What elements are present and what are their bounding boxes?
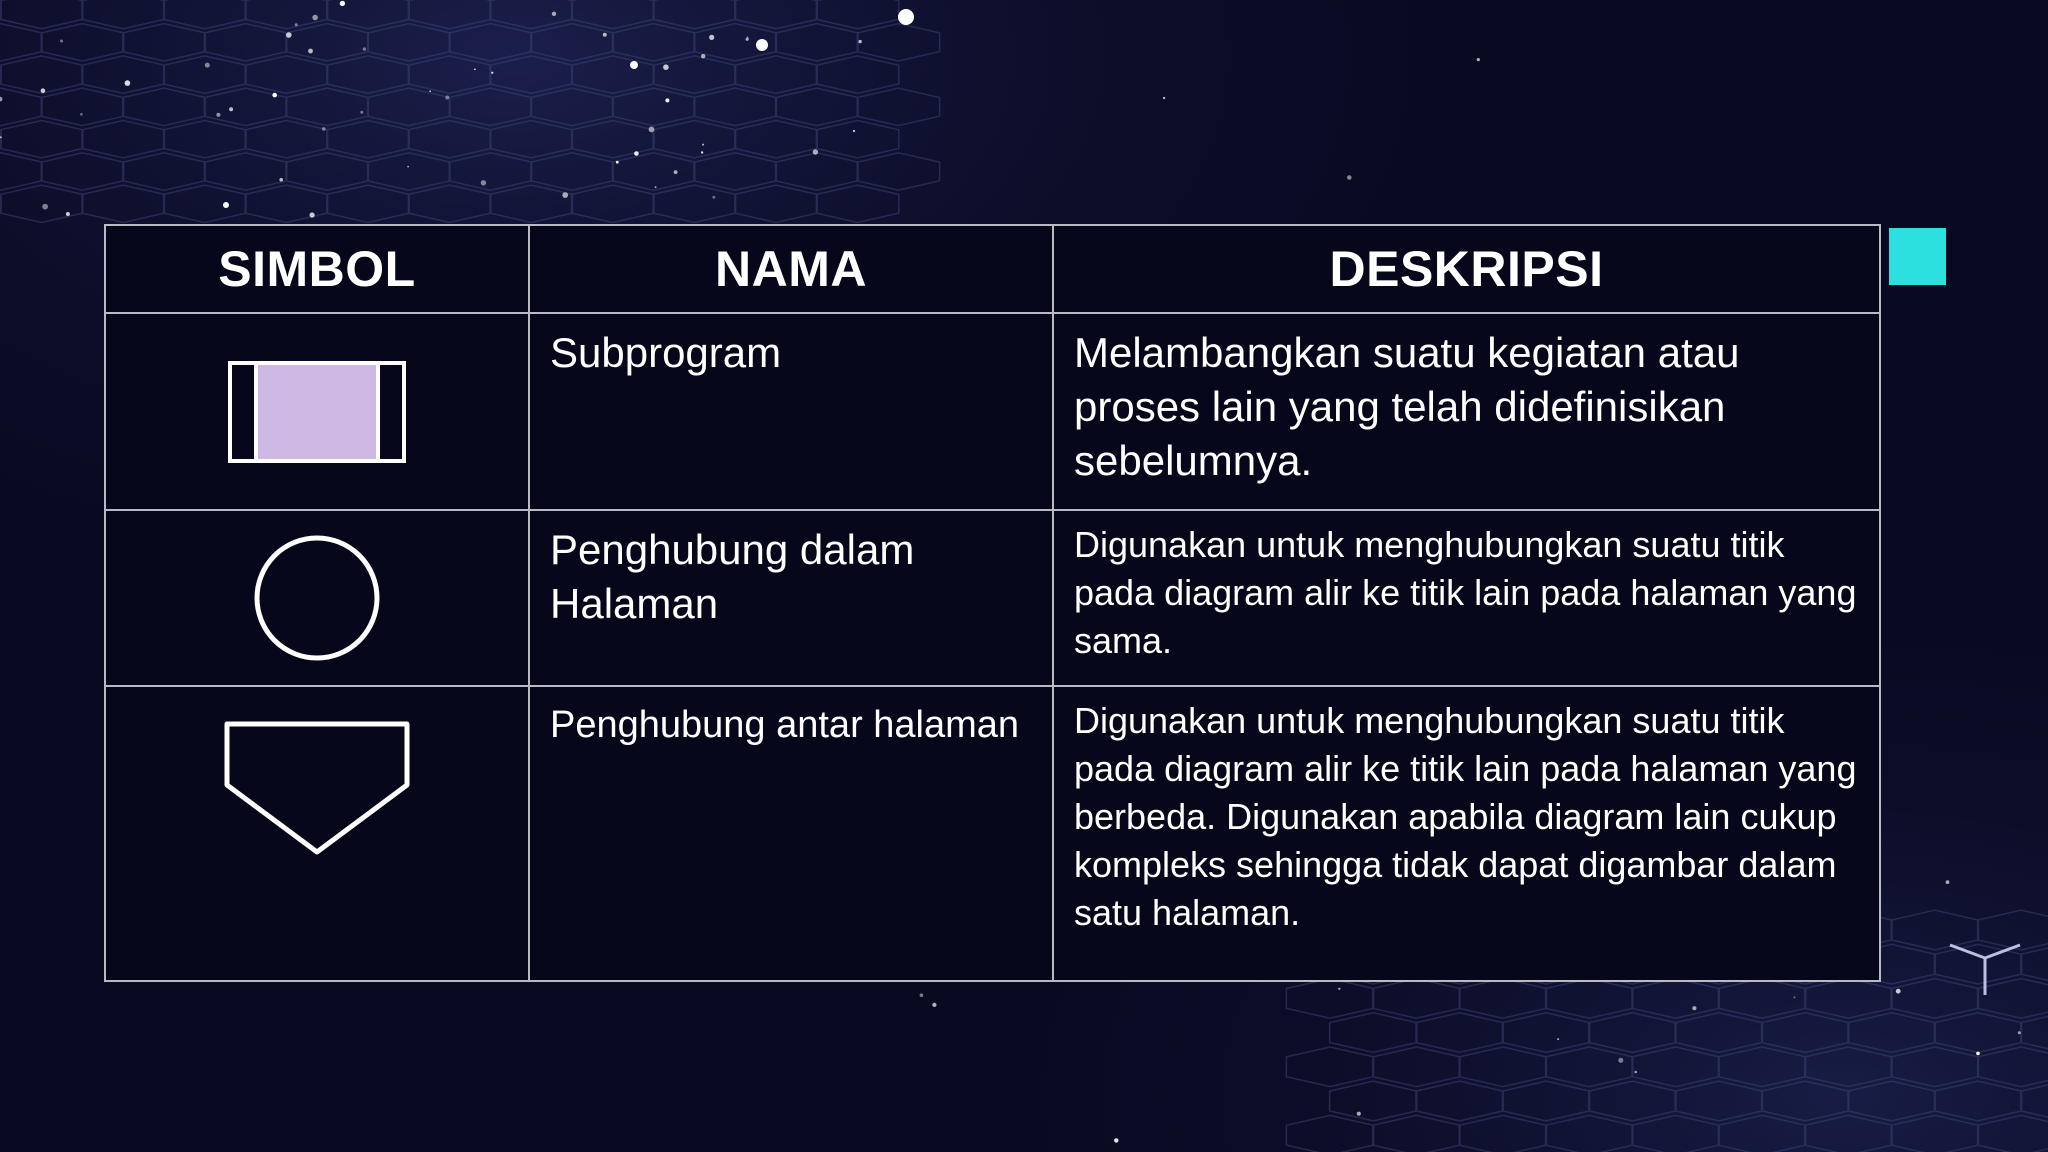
table-row	[105, 510, 1880, 686]
name-cell: Subprogram	[529, 313, 1053, 510]
symbol-cell	[105, 686, 529, 981]
header-deskripsi: DESKRIPSI	[1053, 225, 1880, 313]
description-cell: Digunakan untuk menghubungkan suatu titik pada diagram alir ke titik lain pada halaman yang berbeda. Digunakan apabila diagram lain cukup kompleks sehingga tidak dapat digambar dalam satu halaman.	[1053, 686, 1880, 981]
header-nama: NAMA	[529, 225, 1053, 313]
on-page-connector-icon	[252, 533, 382, 663]
description-cell: Melambangkan suatu kegiatan atau proses lain yang telah didefinisikan sebelumnya.	[1053, 313, 1880, 510]
description-cell: Digunakan untuk menghubungkan suatu titik pada diagram alir ke titik lain pada halaman yang sama.	[1053, 510, 1880, 686]
name-cell: Penghubung antar halaman	[529, 686, 1053, 981]
header-simbol: SIMBOL	[105, 225, 529, 313]
table-header-row	[105, 225, 1880, 313]
flowchart-symbol-table	[104, 224, 1881, 982]
predefined-process-icon	[227, 360, 407, 464]
table-row	[105, 313, 1880, 510]
symbol-cell	[105, 510, 529, 686]
symbol-cell	[105, 313, 529, 510]
off-page-connector-icon	[224, 721, 410, 857]
table-row	[105, 686, 1880, 981]
accent-square	[1889, 228, 1946, 285]
name-cell: Penghubung dalam Halaman	[529, 510, 1053, 686]
